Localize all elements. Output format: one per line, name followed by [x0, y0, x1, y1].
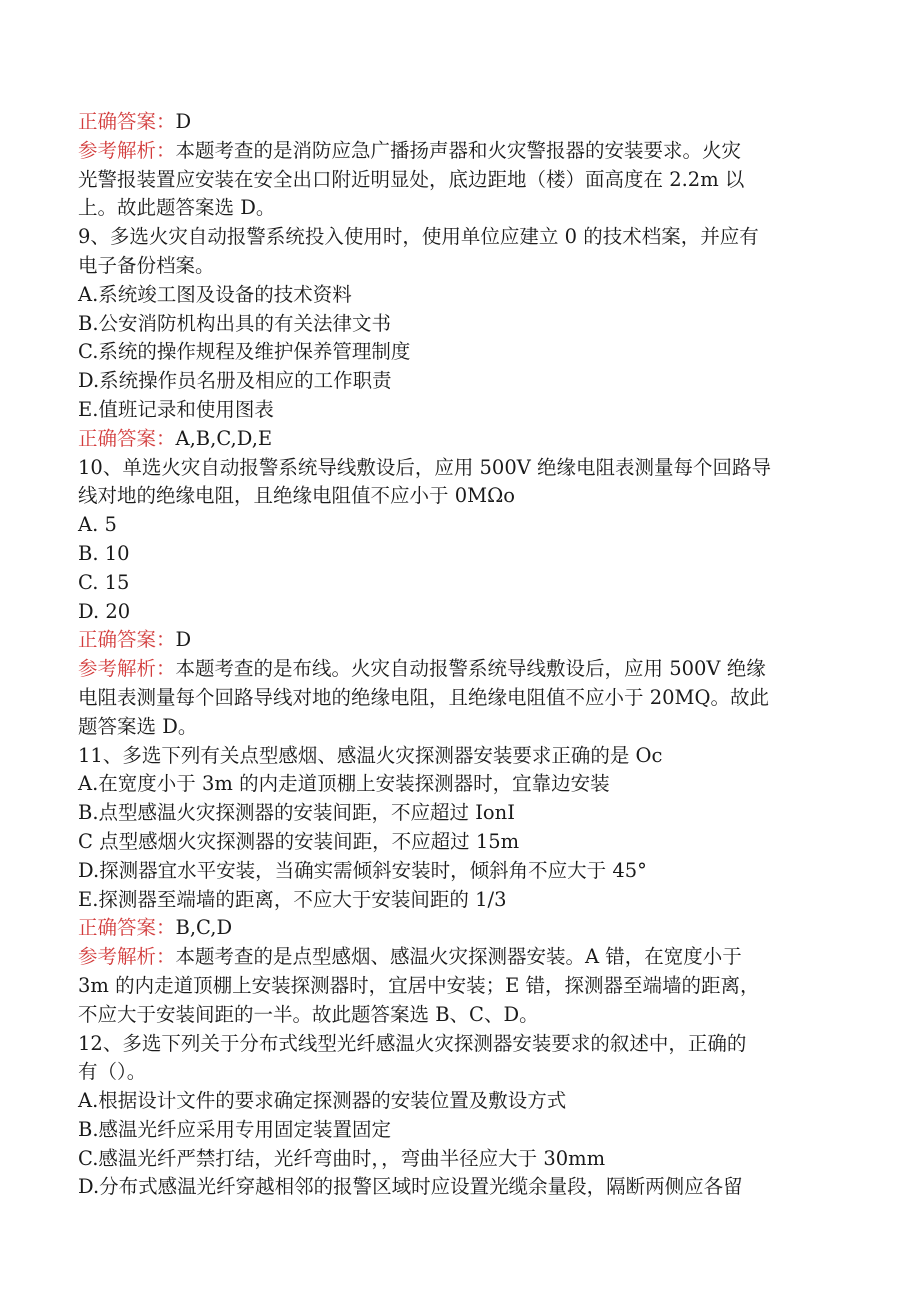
option-item: A. 5	[78, 513, 117, 537]
question-stem: 有（）。	[78, 1060, 147, 1084]
question-stem: 10、单选火灾自动报警系统导线敷设后，应用 500V 绝缘电阻表测量每个回路导	[78, 455, 772, 479]
answer-value: A,B,C,D,E	[175, 426, 273, 450]
option-item: D.系统操作员名册及相应的工作职责	[78, 369, 392, 393]
answer-label: 正确答案：	[78, 916, 176, 940]
question-stem: 11、多选下列有关点型感烟、感温火灾探测器安装要求正确的是 Oc	[78, 743, 663, 767]
analysis-line	[78, 943, 838, 972]
answer-line	[78, 626, 838, 655]
analysis-text: 电阻表测量每个回路导线对地的绝缘电阻，且绝缘电阻值不应小于 20MQ。故此	[78, 685, 769, 709]
analysis-label: 参考解析：	[78, 138, 176, 162]
option-item: B.公安消防机构出具的有关法律文书	[78, 311, 392, 335]
option-item: A.根据设计文件的要求确定探测器的安装位置及敷设方式	[78, 1089, 567, 1113]
answer-value: B,C,D	[175, 916, 233, 940]
question-stem: 12、多选下列关于分布式线型光纤感温火灾探测器安装要求的叙述中，正确的	[78, 1031, 747, 1055]
question-stem: 电子备份档案。	[78, 253, 215, 277]
analysis-text: 3m 的内走道顶棚上安装探测器时，宜居中安装；E 错，探测器至端墙的距离，	[78, 973, 760, 997]
option-item: E.值班记录和使用图表	[78, 397, 274, 421]
answer-value: D	[175, 110, 192, 133]
option-item: D. 20	[78, 599, 131, 623]
analysis-text: 题答案选 D。	[78, 714, 198, 738]
answer-label: 正确答案：	[78, 426, 176, 450]
option-item: C.系统的操作规程及维护保养管理制度	[78, 340, 411, 364]
analysis-text: 本题考查的是点型感烟、感温火灾探测器安装。A 错，在宽度小于	[175, 945, 742, 969]
answer-line	[78, 108, 838, 137]
analysis-label: 参考解析：	[78, 657, 176, 681]
analysis-line	[78, 137, 838, 166]
document-page	[78, 108, 838, 1202]
option-item: D.探测器宜水平安装，当确实需倾斜安装时，倾斜角不应大于 45°	[78, 858, 647, 882]
answer-line	[78, 425, 838, 454]
option-item: A.系统竣工图及设备的技术资料	[78, 282, 352, 306]
analysis-text: 不应大于安装间距的一半。故此题答案选 B、C、D。	[78, 1002, 539, 1026]
option-item: B. 10	[78, 541, 130, 565]
option-item: B.点型感温火灾探测器的安装间距，不应超过 IonI	[78, 801, 515, 825]
analysis-line	[78, 655, 838, 684]
answer-label: 正确答案：	[78, 628, 176, 652]
answer-line	[78, 914, 838, 943]
question-stem: 线对地的绝缘电阻，且绝缘电阻值不应小于 0MΩo	[78, 484, 515, 508]
analysis-text: 光警报装置应安装在安全出口附近明显处，底边距地（楼）面高度在 2.2m 以	[78, 167, 745, 191]
option-item: E.探测器至端墙的距离，不应大于安装间距的 1/3	[78, 887, 507, 911]
answer-label: 正确答案：	[78, 110, 176, 133]
option-item: B.感温光纤应采用专用固定装置固定	[78, 1117, 392, 1141]
analysis-text: 上。故此题答案选 D。	[78, 196, 276, 220]
option-item: C. 15	[78, 570, 130, 594]
answer-value: D	[175, 628, 192, 652]
option-item: C.感温光纤严禁打结，光纤弯曲时，，弯曲半径应大于 30mm	[78, 1146, 606, 1170]
option-item: D.分布式感温光纤穿越相邻的报警区域时应设置光缆余量段，隔断两侧应各留	[78, 1175, 743, 1199]
question-stem: 9、多选火灾自动报警系统投入使用时，使用单位应建立 0 的技术档案，并应有	[78, 225, 759, 249]
analysis-text: 本题考查的是消防应急广播扬声器和火灾警报器的安装要求。火灾	[175, 138, 742, 162]
analysis-label: 参考解析：	[78, 945, 176, 969]
analysis-text: 本题考查的是布线。火灾自动报警系统导线敷设后，应用 500V 绝缘	[175, 657, 766, 681]
option-item: C 点型感烟火灾探测器的安装间距，不应超过 15m	[78, 829, 520, 853]
option-item: A.在宽度小于 3m 的内走道顶棚上安装探测器时，宜靠边安装	[78, 772, 610, 796]
